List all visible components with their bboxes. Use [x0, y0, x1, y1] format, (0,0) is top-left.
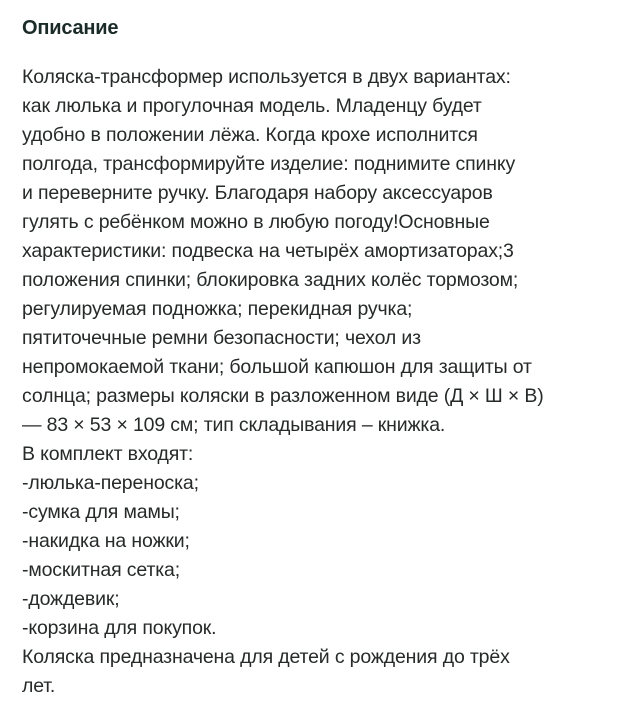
description-line: регулируемая подножка; перекидная ручка;	[22, 298, 413, 320]
kit-item: -накидка на ножки;	[22, 530, 190, 552]
description-line: положения спинки; блокировка задних колёс тормозом;	[22, 269, 519, 291]
description-line: лет.	[22, 675, 56, 697]
kit-item: -дождевик;	[22, 588, 120, 610]
description-line: удобно в положении лёжа. Когда крохе исполнится	[22, 124, 478, 146]
description-line: пятиточечные ремни безопасности; чехол из	[22, 327, 421, 349]
kit-item: -люлька-переноска;	[22, 472, 199, 494]
kit-item: -сумка для мамы;	[22, 501, 180, 523]
description-line: Коляска предназначена для детей с рождения до трёх	[22, 646, 510, 668]
description-text	[22, 63, 622, 701]
description-line: гулять с ребёнком можно в любую погоду!Основные	[22, 211, 490, 233]
description-line: солнца; размеры коляски в разложенном виде (Д × Ш × В)	[22, 385, 544, 407]
kit-item: -москитная сетка;	[22, 559, 180, 581]
description-line: Коляска-трансформер используется в двух вариантах:	[22, 66, 511, 88]
kit-item: -корзина для покупок.	[22, 617, 217, 639]
description-section	[22, 14, 622, 701]
description-line: как люлька и прогулочная модель. Младенцу будет	[22, 95, 482, 117]
kit-heading: В комплект входят:	[22, 443, 194, 465]
description-line: и переверните ручку. Благодаря набору аксессуаров	[22, 182, 493, 204]
description-line: непромокаемой ткани; большой капюшон для защиты от	[22, 356, 532, 378]
description-line: полгода, трансформируйте изделие: поднимите спинку	[22, 153, 516, 175]
description-line: характеристики: подвеска на четырёх амортизаторах;3	[22, 240, 514, 262]
section-title: Описание	[22, 17, 119, 39]
description-line: — 83 × 53 × 109 см; тип складывания – книжка.	[22, 414, 446, 436]
